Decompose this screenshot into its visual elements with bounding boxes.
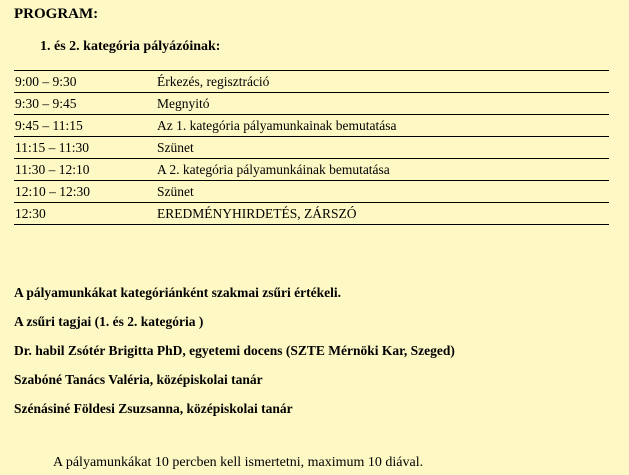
jury-intro: A pályamunkákat kategóriánként szakmai zsűri értékeli. [14,285,342,300]
table-row [14,71,609,93]
schedule-time: 11:15 – 11:30 [14,137,156,159]
table-row [14,203,609,225]
table-row [14,181,609,203]
schedule-event: A 2. kategória pályamunkáinak bemutatása [156,159,609,181]
schedule-event: EREDMÉNYHIRDETÉS, ZÁRSZÓ [156,203,609,225]
schedule-event: Az 1. kategória pályamunkainak bemutatása [156,115,609,137]
presentation-note: A pályamunkákat 10 percben kell ismertetni, maximum 10 diával. [53,455,424,470]
jury-member: Dr. habil Zsótér Brigitta PhD, egyetemi docens (SZTE Mérnöki Kar, Szeged) [14,343,455,358]
schedule-event: Megnyitó [156,93,609,115]
table-row [14,115,609,137]
jury-members-heading: A zsűri tagjai (1. és 2. kategória ) [14,314,204,329]
table-row [14,93,609,115]
schedule-time: 12:30 [14,203,156,225]
jury-member: Szénásiné Földesi Zsuzsanna, középiskolai tanár [14,401,293,416]
schedule-time: 9:30 – 9:45 [14,93,156,115]
schedule-table [14,70,609,225]
jury-member: Szabóné Tanács Valéria, középiskolai tanár [14,372,263,387]
schedule-time: 11:30 – 12:10 [14,159,156,181]
schedule-event: Szünet [156,137,609,159]
schedule-time: 9:45 – 11:15 [14,115,156,137]
table-row [14,159,609,181]
schedule-time: 12:10 – 12:30 [14,181,156,203]
program-heading: PROGRAM: [14,6,99,22]
table-row [14,137,609,159]
category-subheading: 1. és 2. kategória pályázóinak: [40,39,221,54]
schedule-event: Érkezés, regisztráció [156,71,609,93]
schedule-time: 9:00 – 9:30 [14,71,156,93]
schedule-event: Szünet [156,181,609,203]
